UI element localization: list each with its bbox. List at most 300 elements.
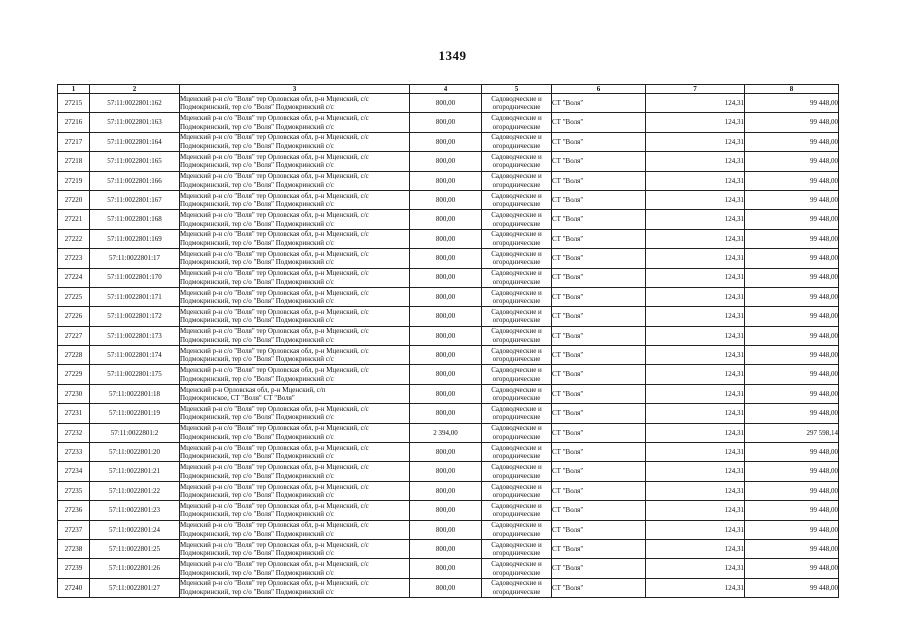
row-number-cell: 27221 (58, 210, 90, 229)
land-use-cell (482, 346, 552, 365)
land-use-line-1: Садоводческие и (491, 579, 542, 588)
cadastral-value-cell: 99 448,00 (745, 481, 839, 500)
table-row (58, 539, 839, 558)
row-number-cell: 27229 (58, 365, 90, 384)
area-cell: 800,00 (410, 462, 482, 481)
address-cell (180, 501, 410, 520)
land-use-cell (482, 462, 552, 481)
address-cell (180, 462, 410, 481)
table-row (58, 365, 839, 384)
cadastral-value-cell: 99 448,00 (745, 520, 839, 539)
address-line-1: Мценский р-н с/о "Воля" тер Орловская обл, р-н Мценский, с/с (180, 249, 369, 258)
table-row (58, 113, 839, 132)
rate-cell: 124,31 (646, 268, 745, 287)
area-cell: 800,00 (410, 171, 482, 190)
cadastral-value-cell: 99 448,00 (745, 94, 839, 113)
address-line-2: Подмокринский, тер с/о "Воля" Подмокринский с/с (180, 200, 334, 209)
rate-cell: 124,31 (646, 190, 745, 209)
land-use-line-2: огороднические (492, 452, 541, 461)
land-use-line-2: огороднические (492, 394, 541, 403)
land-use-line-1: Садоводческие и (491, 249, 542, 258)
owner-cell: СТ "Воля" (552, 346, 646, 365)
column-header: 6 (552, 85, 646, 94)
land-use-cell (482, 190, 552, 209)
land-use-line-2: огороднические (492, 491, 541, 499)
land-use-line-2: огороднические (492, 510, 541, 519)
address-cell (180, 384, 410, 403)
owner-cell: СТ "Воля" (552, 384, 646, 403)
address-line-1: Мценский р-н с/о "Воля" тер Орловская обл, р-н Мценский, с/с (180, 521, 369, 530)
cadastral-number-cell: 57:11:0022801:23 (90, 501, 180, 520)
owner-cell: СТ "Воля" (552, 481, 646, 500)
address-line-1: Мценский р-н с/о "Воля" тер Орловская обл, р-н Мценский, с/с (180, 327, 369, 336)
cadastral-value-cell: 99 448,00 (745, 559, 839, 578)
land-use-cell (482, 132, 552, 151)
cadastral-number-cell: 57:11:0022801:174 (90, 346, 180, 365)
address-line-2: Подмокринский, тер с/о "Воля" Подмокринский с/с (180, 219, 334, 228)
rate-cell: 124,31 (646, 229, 745, 248)
row-number-cell: 27218 (58, 152, 90, 171)
land-use-line-2: огороднические (492, 297, 541, 306)
cadastral-number-cell: 57:11:0022801:163 (90, 113, 180, 132)
land-use-cell (482, 326, 552, 345)
address-line-2: Подмокринский, тер с/о "Воля" Подмокринский с/с (180, 413, 334, 422)
area-cell: 800,00 (410, 307, 482, 326)
address-cell (180, 113, 410, 132)
cadastral-number-cell: 57:11:0022801:166 (90, 171, 180, 190)
header-row (58, 85, 839, 94)
address-line-2: Подмокринское, СТ "Воля" СТ "Воля" (180, 394, 295, 403)
address-line-2: Подмокринский, тер с/о "Воля" Подмокринский с/с (180, 529, 334, 538)
area-cell: 800,00 (410, 520, 482, 539)
area-cell: 2 394,00 (410, 423, 482, 442)
row-number-cell: 27215 (58, 94, 90, 113)
table-row (58, 481, 839, 500)
cadastral-value-cell: 99 448,00 (745, 539, 839, 558)
land-use-cell (482, 423, 552, 442)
cadastral-value-cell: 99 448,00 (745, 171, 839, 190)
rate-cell: 124,31 (646, 113, 745, 132)
land-use-cell (482, 578, 552, 597)
row-number-cell: 27230 (58, 384, 90, 403)
cadastral-number-cell: 57:11:0022801:19 (90, 404, 180, 423)
land-use-line-1: Садоводческие и (491, 172, 542, 181)
land-use-line-2: огороднические (492, 471, 541, 480)
land-use-line-1: Садоводческие и (491, 114, 542, 123)
address-cell (180, 365, 410, 384)
land-use-cell (482, 210, 552, 229)
owner-cell: СТ "Воля" (552, 229, 646, 248)
rate-cell: 124,31 (646, 539, 745, 558)
owner-cell: СТ "Воля" (552, 132, 646, 151)
address-line-2: Подмокринский, тер с/о "Воля" Подмокринский с/с (180, 141, 334, 150)
table-row (58, 501, 839, 520)
land-use-line-2: огороднические (492, 122, 541, 131)
row-number-cell: 27228 (58, 346, 90, 365)
address-line-1: Мценский р-н с/о "Воля" тер Орловская обл, р-н Мценский, с/с (180, 579, 369, 588)
table-row (58, 404, 839, 423)
owner-cell: СТ "Воля" (552, 190, 646, 209)
address-cell (180, 559, 410, 578)
rate-cell: 124,31 (646, 326, 745, 345)
address-line-1: Мценский р-н с/о "Воля" тер Орловская обл, р-н Мценский, с/с (180, 211, 369, 220)
owner-cell: СТ "Воля" (552, 307, 646, 326)
rate-cell: 124,31 (646, 365, 745, 384)
land-use-line-1: Садоводческие и (491, 521, 542, 530)
area-cell: 800,00 (410, 539, 482, 558)
address-cell (180, 210, 410, 229)
owner-cell: СТ "Воля" (552, 249, 646, 268)
area-cell: 800,00 (410, 365, 482, 384)
address-line-1: Мценский р-н с/о "Воля" тер Орловская обл, р-н Мценский, с/с (180, 269, 369, 278)
area-cell: 800,00 (410, 113, 482, 132)
land-use-line-2: огороднические (492, 258, 541, 267)
owner-cell: СТ "Воля" (552, 287, 646, 306)
land-use-cell (482, 268, 552, 287)
address-cell (180, 423, 410, 442)
column-header: 5 (482, 85, 552, 94)
address-cell (180, 132, 410, 151)
column-header: 2 (90, 85, 180, 94)
land-use-line-1: Садоводческие и (491, 152, 542, 161)
area-cell: 800,00 (410, 404, 482, 423)
rate-cell: 124,31 (646, 520, 745, 539)
cadastral-number-cell: 57:11:0022801:162 (90, 94, 180, 113)
cadastral-value-cell: 99 448,00 (745, 132, 839, 151)
owner-cell: СТ "Воля" (552, 501, 646, 520)
area-cell: 800,00 (410, 287, 482, 306)
row-number-cell: 27235 (58, 481, 90, 500)
address-line-1: Мценский р-н с/о "Воля" тер Орловская обл, р-н Мценский, с/с (180, 424, 369, 433)
land-use-line-2: огороднические (492, 161, 541, 170)
land-use-line-2: огороднические (492, 141, 541, 150)
address-line-2: Подмокринский, тер с/о "Воля" Подмокринский с/с (180, 374, 334, 383)
land-use-line-2: огороднические (492, 413, 541, 422)
land-use-line-1: Садоводческие и (491, 346, 542, 355)
land-use-line-2: огороднические (492, 200, 541, 209)
rate-cell: 124,31 (646, 152, 745, 171)
address-cell (180, 520, 410, 539)
table-row (58, 462, 839, 481)
row-number-cell: 27224 (58, 268, 90, 287)
table-row (58, 384, 839, 403)
rate-cell: 124,31 (646, 94, 745, 113)
land-use-line-1: Садоводческие и (491, 133, 542, 142)
table-row (58, 307, 839, 326)
row-number-cell: 27227 (58, 326, 90, 345)
cadastral-number-cell: 57:11:0022801:173 (90, 326, 180, 345)
address-line-2: Подмокринский, тер с/о "Воля" Подмокринский с/с (180, 549, 334, 558)
land-use-cell (482, 443, 552, 462)
page-number: 1349 (438, 48, 467, 63)
rate-cell: 124,31 (646, 443, 745, 462)
land-use-line-2: огороднические (492, 316, 541, 325)
owner-cell: СТ "Воля" (552, 171, 646, 190)
area-cell: 800,00 (410, 268, 482, 287)
address-line-2: Подмокринский, тер с/о "Воля" Подмокринский с/с (180, 161, 334, 170)
land-use-line-1: Садоводческие и (491, 540, 542, 549)
cadastral-number-cell: 57:11:0022801:165 (90, 152, 180, 171)
row-number-cell: 27226 (58, 307, 90, 326)
table-row (58, 152, 839, 171)
owner-cell: СТ "Воля" (552, 365, 646, 384)
cadastral-value-cell: 99 448,00 (745, 229, 839, 248)
table-row (58, 520, 839, 539)
land-registry-table (57, 84, 839, 598)
cadastral-number-cell: 57:11:0022801:170 (90, 268, 180, 287)
rate-cell: 124,31 (646, 501, 745, 520)
owner-cell: СТ "Воля" (552, 152, 646, 171)
land-use-line-1: Садоводческие и (491, 404, 542, 413)
address-line-2: Подмокринский, тер с/о "Воля" Подмокринский с/с (180, 491, 334, 499)
area-cell: 800,00 (410, 94, 482, 113)
area-cell: 800,00 (410, 578, 482, 597)
address-cell (180, 249, 410, 268)
land-use-cell (482, 559, 552, 578)
row-number-cell: 27225 (58, 287, 90, 306)
cadastral-number-cell: 57:11:0022801:18 (90, 384, 180, 403)
land-use-line-1: Садоводческие и (491, 269, 542, 278)
column-header: 1 (58, 85, 90, 94)
cadastral-number-cell: 57:11:0022801:168 (90, 210, 180, 229)
land-use-cell (482, 520, 552, 539)
cadastral-value-cell: 297 598,14 (745, 423, 839, 442)
land-use-cell (482, 501, 552, 520)
cadastral-number-cell: 57:11:0022801:171 (90, 287, 180, 306)
table-row (58, 229, 839, 248)
cadastral-number-cell: 57:11:0022801:20 (90, 443, 180, 462)
area-cell: 800,00 (410, 326, 482, 345)
address-cell (180, 190, 410, 209)
cadastral-value-cell: 99 448,00 (745, 210, 839, 229)
table-row (58, 94, 839, 113)
cadastral-number-cell: 57:11:0022801:167 (90, 190, 180, 209)
land-use-line-2: огороднические (492, 277, 541, 286)
land-use-line-1: Садоводческие и (491, 94, 542, 103)
land-use-cell (482, 171, 552, 190)
area-cell: 800,00 (410, 559, 482, 578)
address-line-2: Подмокринский, тер с/о "Воля" Подмокринский с/с (180, 432, 334, 441)
cadastral-number-cell: 57:11:0022801:25 (90, 539, 180, 558)
land-use-line-2: огороднические (492, 432, 541, 441)
land-use-cell (482, 404, 552, 423)
address-cell (180, 171, 410, 190)
land-use-line-2: огороднические (492, 587, 541, 596)
table-row (58, 171, 839, 190)
address-line-2: Подмокринский, тер с/о "Воля" Подмокринский с/с (180, 568, 334, 577)
row-number-cell: 27239 (58, 559, 90, 578)
rate-cell: 124,31 (646, 287, 745, 306)
address-line-2: Подмокринский, тер с/о "Воля" Подмокринский с/с (180, 452, 334, 461)
address-cell (180, 229, 410, 248)
land-use-line-1: Садоводческие и (491, 501, 542, 510)
table-row (58, 132, 839, 151)
address-cell (180, 326, 410, 345)
row-number-cell: 27232 (58, 423, 90, 442)
address-line-2: Подмокринский, тер с/о "Воля" Подмокринский с/с (180, 355, 334, 364)
column-header: 3 (180, 85, 410, 94)
table-row (58, 578, 839, 597)
address-line-2: Подмокринский, тер с/о "Воля" Подмокринский с/с (180, 122, 334, 131)
address-line-1: Мценский р-н с/о "Воля" тер Орловская обл, р-н Мценский, с/с (180, 230, 369, 239)
cadastral-value-cell: 99 448,00 (745, 268, 839, 287)
cadastral-value-cell: 99 448,00 (745, 404, 839, 423)
land-use-line-2: огороднические (492, 355, 541, 364)
address-cell (180, 94, 410, 113)
owner-cell: СТ "Воля" (552, 423, 646, 442)
table-row (58, 268, 839, 287)
cadastral-value-cell: 99 448,00 (745, 190, 839, 209)
row-number-cell: 27216 (58, 113, 90, 132)
row-number-cell: 27236 (58, 501, 90, 520)
land-use-line-1: Садоводческие и (491, 482, 542, 491)
row-number-cell: 27217 (58, 132, 90, 151)
land-use-line-2: огороднические (492, 568, 541, 577)
land-use-cell (482, 287, 552, 306)
cadastral-value-cell: 99 448,00 (745, 462, 839, 481)
column-header: 8 (745, 85, 839, 94)
owner-cell: СТ "Воля" (552, 404, 646, 423)
address-line-1: Мценский р-н с/о "Воля" тер Орловская обл, р-н Мценский, с/с (180, 191, 369, 200)
address-cell (180, 287, 410, 306)
land-use-cell (482, 94, 552, 113)
address-cell (180, 268, 410, 287)
address-line-1: Мценский р-н с/о "Воля" тер Орловская обл, р-н Мценский, с/с (180, 346, 369, 355)
area-cell: 800,00 (410, 481, 482, 500)
table-row (58, 326, 839, 345)
land-use-line-2: огороднические (492, 238, 541, 247)
table-row (58, 346, 839, 365)
address-line-1: Мценский р-н с/о "Воля" тер Орловская обл, р-н Мценский, с/с (180, 366, 369, 375)
row-number-cell: 27238 (58, 539, 90, 558)
land-use-line-1: Садоводческие и (491, 424, 542, 433)
address-line-1: Мценский р-н с/о "Воля" тер Орловская обл, р-н Мценский, с/с (180, 463, 369, 472)
land-use-line-1: Садоводческие и (491, 560, 542, 569)
land-use-line-1: Садоводческие и (491, 307, 542, 316)
land-use-line-2: огороднические (492, 219, 541, 228)
row-number-cell: 27220 (58, 190, 90, 209)
land-use-line-1: Садоводческие и (491, 385, 542, 394)
row-number-cell: 27231 (58, 404, 90, 423)
rate-cell: 124,31 (646, 462, 745, 481)
owner-cell: СТ "Воля" (552, 113, 646, 132)
owner-cell: СТ "Воля" (552, 462, 646, 481)
land-use-cell (482, 365, 552, 384)
table-row (58, 190, 839, 209)
address-line-1: Мценский р-н с/о "Воля" тер Орловская обл, р-н Мценский, с/с (180, 152, 369, 161)
rate-cell: 124,31 (646, 249, 745, 268)
table-row (58, 559, 839, 578)
land-use-line-1: Садоводческие и (491, 366, 542, 375)
land-use-line-2: огороднические (492, 529, 541, 538)
rate-cell: 124,31 (646, 132, 745, 151)
address-line-1: Мценский р-н с/о "Воля" тер Орловская обл, р-н Мценский, с/с (180, 540, 369, 549)
cadastral-value-cell: 99 448,00 (745, 249, 839, 268)
land-use-cell (482, 481, 552, 500)
area-cell: 800,00 (410, 443, 482, 462)
area-cell: 800,00 (410, 384, 482, 403)
area-cell: 800,00 (410, 152, 482, 171)
row-number-cell: 27240 (58, 578, 90, 597)
owner-cell: СТ "Воля" (552, 539, 646, 558)
owner-cell: СТ "Воля" (552, 268, 646, 287)
table-row (58, 249, 839, 268)
row-number-cell: 27234 (58, 462, 90, 481)
land-use-line-1: Садоводческие и (491, 443, 542, 452)
cadastral-value-cell: 99 448,00 (745, 578, 839, 597)
rate-cell: 124,31 (646, 481, 745, 500)
address-line-2: Подмокринский, тер с/о "Воля" Подмокринский с/с (180, 238, 334, 247)
cadastral-value-cell: 99 448,00 (745, 346, 839, 365)
area-cell: 800,00 (410, 501, 482, 520)
cadastral-value-cell: 99 448,00 (745, 307, 839, 326)
address-line-1: Мценский р-н с/о "Воля" тер Орловская обл, р-н Мценский, с/с (180, 404, 369, 413)
column-header: 7 (646, 85, 745, 94)
area-cell: 800,00 (410, 229, 482, 248)
address-line-1: Мценский р-н с/о "Воля" тер Орловская обл, р-н Мценский, с/с (180, 172, 369, 181)
row-number-cell: 27233 (58, 443, 90, 462)
cadastral-value-cell: 99 448,00 (745, 501, 839, 520)
address-cell (180, 307, 410, 326)
land-use-line-2: огороднические (492, 103, 541, 112)
address-line-1: Мценский р-н с/о "Воля" тер Орловская обл, р-н Мценский, с/с (180, 114, 369, 123)
cadastral-number-cell: 57:11:0022801:22 (90, 481, 180, 500)
area-cell: 800,00 (410, 249, 482, 268)
rate-cell: 124,31 (646, 346, 745, 365)
address-line-2: Подмокринский, тер с/о "Воля" Подмокринский с/с (180, 297, 334, 306)
land-use-line-2: огороднические (492, 335, 541, 344)
address-cell (180, 346, 410, 365)
rate-cell: 124,31 (646, 210, 745, 229)
owner-cell: СТ "Воля" (552, 520, 646, 539)
cadastral-value-cell: 99 448,00 (745, 443, 839, 462)
land-use-cell (482, 249, 552, 268)
cadastral-number-cell: 57:11:0022801:164 (90, 132, 180, 151)
table-row (58, 210, 839, 229)
table-row (58, 443, 839, 462)
address-line-1: Мценский р-н с/о "Воля" тер Орловская обл, р-н Мценский, с/с (180, 482, 369, 491)
cadastral-number-cell: 57:11:0022801:172 (90, 307, 180, 326)
address-cell (180, 404, 410, 423)
cadastral-number-cell: 57:11:0022801:169 (90, 229, 180, 248)
land-use-cell (482, 229, 552, 248)
area-cell: 800,00 (410, 132, 482, 151)
address-line-1: Мценский р-н с/о "Воля" тер Орловская обл, р-н Мценский, с/с (180, 560, 369, 569)
row-number-cell: 27219 (58, 171, 90, 190)
rate-cell: 124,31 (646, 171, 745, 190)
land-use-line-1: Садоводческие и (491, 211, 542, 220)
row-number-cell: 27222 (58, 229, 90, 248)
address-cell (180, 152, 410, 171)
address-line-2: Подмокринский, тер с/о "Воля" Подмокринский с/с (180, 103, 334, 112)
cadastral-value-cell: 99 448,00 (745, 326, 839, 345)
land-use-cell (482, 539, 552, 558)
cadastral-value-cell: 99 448,00 (745, 384, 839, 403)
row-number-cell: 27237 (58, 520, 90, 539)
rate-cell: 124,31 (646, 559, 745, 578)
address-line-2: Подмокринский, тер с/о "Воля" Подмокринский с/с (180, 471, 334, 480)
rate-cell: 124,31 (646, 404, 745, 423)
address-line-2: Подмокринский, тер с/о "Воля" Подмокринский с/с (180, 587, 334, 596)
cadastral-number-cell: 57:11:0022801:24 (90, 520, 180, 539)
address-line-1: Мценский р-н с/о "Воля" тер Орловская обл, р-н Мценский, с/с (180, 133, 369, 142)
cadastral-number-cell: 57:11:0022801:21 (90, 462, 180, 481)
area-cell: 800,00 (410, 346, 482, 365)
table-row (58, 423, 839, 442)
row-number-cell: 27223 (58, 249, 90, 268)
cadastral-value-cell: 99 448,00 (745, 365, 839, 384)
owner-cell: СТ "Воля" (552, 326, 646, 345)
